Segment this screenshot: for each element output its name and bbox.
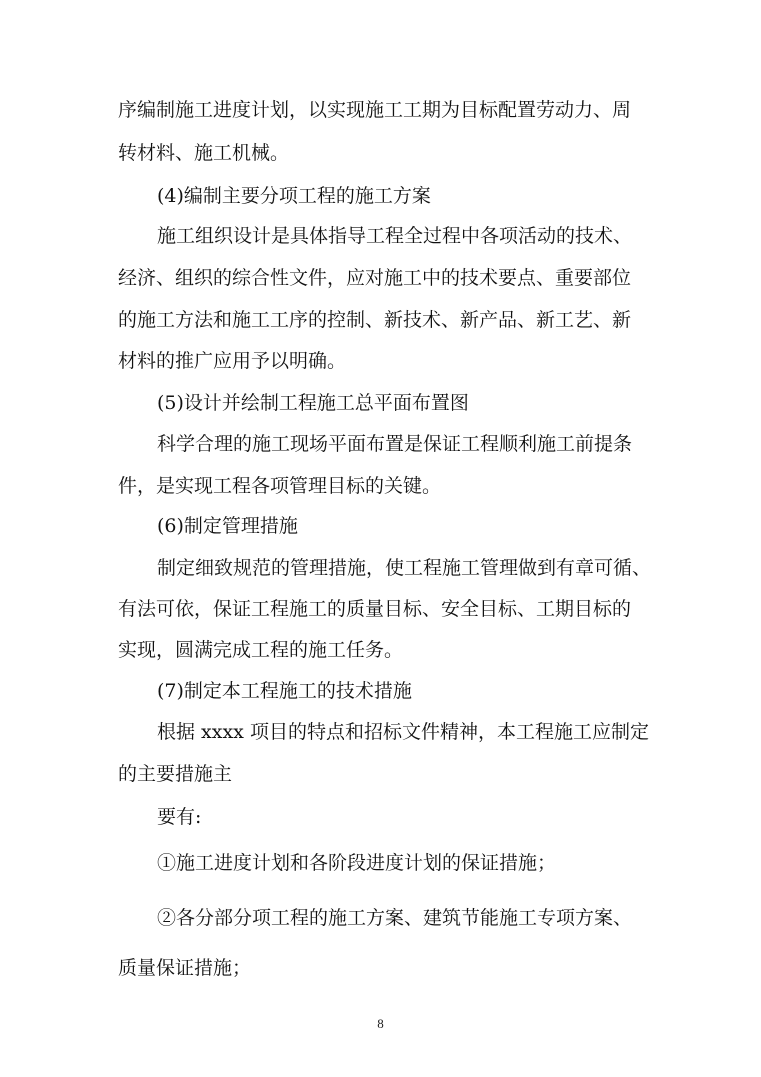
section-heading: (7)制定本工程施工的技术措施 [157,680,412,702]
body-line: 件，是实现工程各项管理目标的关键。 [118,475,442,497]
body-line: 质量保证措施； [118,957,252,979]
body-line: 的主要措施主 [118,763,233,785]
section-heading: (6)制定管理措施 [157,515,298,537]
body-line: 施工组织设计是具体指导工程全过程中各项活动的技术、 [157,225,633,247]
body-line: 实现，圆满完成工程的施工任务。 [118,639,404,661]
body-line: 有法可依，保证工程施工的质量目标、安全目标、工期目标的 [118,598,632,620]
body-line: 材料的推广应用予以明确。 [118,350,347,372]
body-line: 序编制施工进度计划，以实现施工工期为目标配置劳动力、周 [118,99,632,121]
body-line: 制定细致规范的管理措施，使工程施工管理做到有章可循、 [157,557,652,579]
body-line: 转材料、施工机械。 [118,142,290,164]
body-line: 科学合理的施工现场平面布置是保证工程顺利施工前提条 [157,433,633,455]
page-number: 8 [377,1016,384,1031]
body-line: 要有: [157,806,202,828]
body-line: 根据 xxxx 项目的特点和招标文件精神，本工程施工应制定 [157,721,649,743]
list-item: ①施工进度计划和各阶段进度计划的保证措施； [157,852,557,874]
list-item: ②各分部分项工程的施工方案、建筑节能施工专项方案、 [157,907,633,929]
section-heading: (5)设计并绘制工程施工总平面布置图 [157,392,469,414]
section-heading: (4)编制主要分项工程的施工方案 [157,185,431,207]
body-line: 的施工方法和施工工序的控制、新技术、新产品、新工艺、新 [118,309,632,331]
body-line: 经济、组织的综合性文件，应对施工中的技术要点、重要部位 [118,267,632,289]
